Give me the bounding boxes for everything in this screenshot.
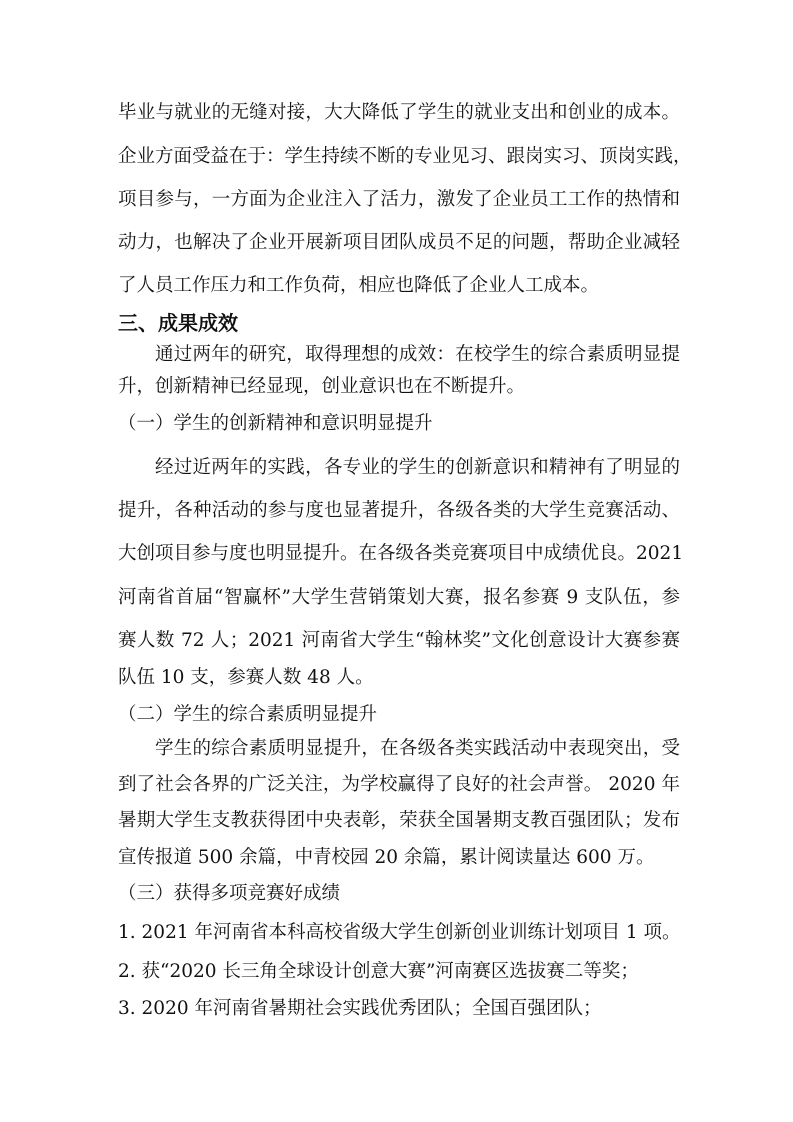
body-text-line: 暑期大学生支教获得团中央表彰，荣获全国暑期支教百强团队；发布 <box>118 810 680 831</box>
body-text-line: 毕业与就业的无缝对接，大大降低了学生的就业支出和创业的成本。 <box>118 102 680 123</box>
body-text-line: 项目参与，一方面为企业注入了活力，激发了企业员工工作的热情和 <box>118 189 680 210</box>
body-text-line: 动力，也解决了企业开展新项目团队成员不足的问题，帮助企业减轻 <box>118 232 680 253</box>
body-text-line: 赛人数 72 人；2021 河南省大学生“翰林奖”文化创意设计大赛参赛 <box>118 630 680 651</box>
section-heading: 三、成果成效 <box>118 311 238 335</box>
body-text-line: 大创项目参与度也明显提升。在各级各类竞赛项目中成绩优良。2021 <box>118 543 684 564</box>
subsection-heading: （一）学生的创新精神和意识明显提升 <box>118 413 433 434</box>
body-text-line: 了人员工作压力和工作负荷，相应也降低了企业人工成本。 <box>118 275 600 296</box>
list-item: 3. 2020 年河南省暑期社会实践优秀团队；全国百强团队； <box>118 998 602 1019</box>
body-text-line: 经过近两年的实践，各专业的学生的创新意识和精神有了明显的 <box>155 457 680 478</box>
body-text-line: 企业方面受益在于：学生持续不断的专业见习、跟岗实习、顶岗实践， <box>118 146 692 167</box>
body-text-line: 提升，各种活动的参与度也显著提升，各级各类的大学生竞赛活动、 <box>118 500 680 521</box>
list-item: 2. 获“2020 长三角全球设计创意大赛”河南赛区选拔赛二等奖； <box>118 961 639 982</box>
body-text-line: 学生的综合素质明显提升，在各级各类实践活动中表现突出，受 <box>155 738 680 759</box>
subsection-heading: （二）学生的综合素质明显提升 <box>118 704 378 725</box>
body-text-line: 河南省首届“智赢杯”大学生营销策划大赛，报名参赛 9 支队伍，参 <box>118 587 680 608</box>
body-text-line: 宣传报道 500 余篇，中青校园 20 余篇，累计阅读量达 600 万。 <box>118 847 655 868</box>
subsection-heading: （三）获得多项竞赛好成绩 <box>118 883 341 904</box>
body-text-line: 升，创新精神已经显现，创业意识也在不断提升。 <box>118 376 526 397</box>
body-text-line: 通过两年的研究，取得理想的成效：在校学生的综合素质明显提 <box>155 344 680 365</box>
body-text-line: 队伍 10 支，参赛人数 48 人。 <box>118 667 374 688</box>
body-text-line: 到了社会各界的广泛关注，为学校赢得了良好的社会声誉。 2020 年 <box>118 774 680 795</box>
list-item: 1. 2021 年河南省本科高校省级大学生创新创业训练计划项目 1 项。 <box>118 922 681 943</box>
